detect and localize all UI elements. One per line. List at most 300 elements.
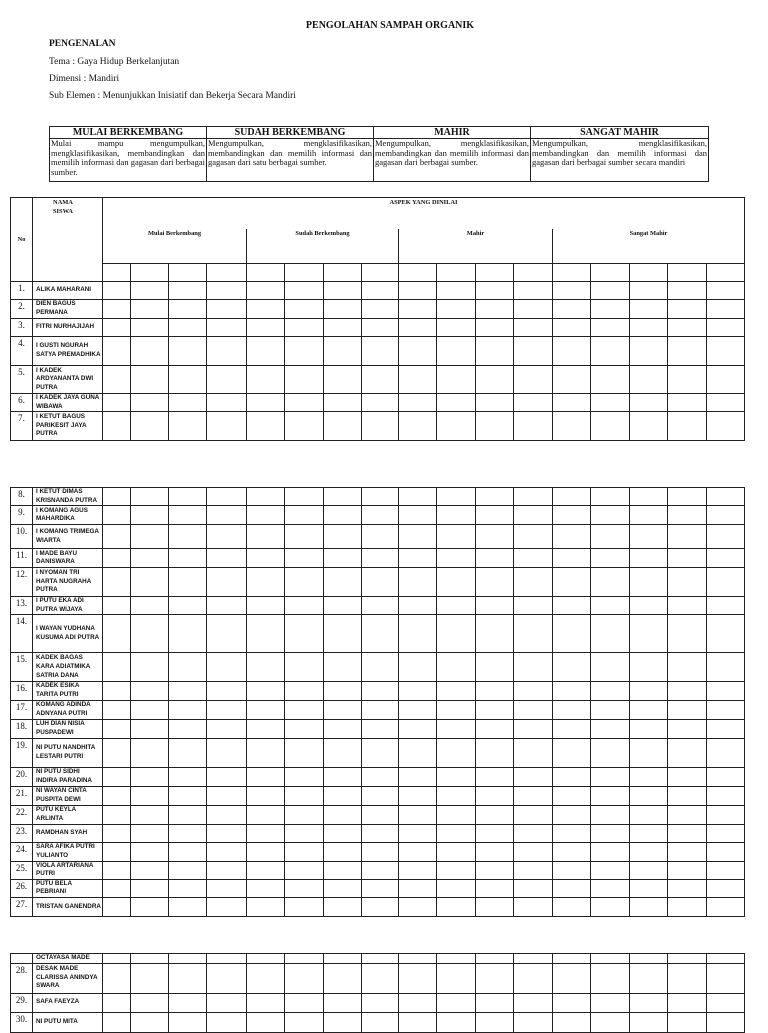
score-cell[interactable] bbox=[247, 993, 285, 1012]
score-cell[interactable] bbox=[362, 366, 399, 394]
score-cell[interactable] bbox=[553, 897, 591, 916]
score-cell[interactable] bbox=[324, 366, 362, 394]
score-cell[interactable] bbox=[169, 394, 207, 412]
score-cell[interactable] bbox=[437, 700, 476, 719]
score-cell[interactable] bbox=[362, 615, 399, 653]
score-cell[interactable] bbox=[324, 842, 362, 861]
score-cell[interactable] bbox=[285, 879, 324, 897]
score-cell[interactable] bbox=[707, 700, 745, 719]
score-cell[interactable] bbox=[707, 300, 745, 319]
score-cell[interactable] bbox=[362, 282, 399, 300]
score-cell[interactable] bbox=[668, 786, 707, 805]
score-cell[interactable] bbox=[399, 861, 437, 879]
score-cell[interactable] bbox=[247, 549, 285, 568]
score-cell[interactable] bbox=[247, 786, 285, 805]
score-cell[interactable] bbox=[553, 282, 591, 300]
score-cell[interactable] bbox=[476, 719, 514, 738]
score-cell[interactable] bbox=[131, 897, 169, 916]
score-cell[interactable] bbox=[103, 682, 131, 700]
score-cell[interactable] bbox=[362, 993, 399, 1012]
score-cell[interactable] bbox=[285, 412, 324, 441]
score-cell[interactable] bbox=[131, 738, 169, 767]
score-cell[interactable] bbox=[591, 506, 630, 525]
score-cell[interactable] bbox=[207, 525, 247, 549]
score-cell[interactable] bbox=[362, 653, 399, 682]
score-cell[interactable] bbox=[476, 506, 514, 525]
score-cell[interactable] bbox=[707, 412, 745, 441]
score-cell[interactable] bbox=[103, 506, 131, 525]
score-cell[interactable] bbox=[668, 824, 707, 842]
score-cell[interactable] bbox=[169, 300, 207, 319]
score-cell[interactable] bbox=[324, 300, 362, 319]
score-cell[interactable] bbox=[169, 786, 207, 805]
score-cell[interactable] bbox=[247, 897, 285, 916]
score-cell[interactable] bbox=[514, 719, 553, 738]
score-cell[interactable] bbox=[247, 615, 285, 653]
score-cell[interactable] bbox=[514, 506, 553, 525]
score-cell[interactable] bbox=[362, 897, 399, 916]
score-cell[interactable] bbox=[591, 682, 630, 700]
score-cell[interactable] bbox=[630, 842, 668, 861]
score-cell[interactable] bbox=[324, 682, 362, 700]
score-cell[interactable] bbox=[169, 805, 207, 824]
score-cell[interactable] bbox=[169, 506, 207, 525]
score-cell[interactable] bbox=[668, 412, 707, 441]
score-cell[interactable] bbox=[553, 767, 591, 786]
score-cell[interactable] bbox=[324, 786, 362, 805]
score-cell[interactable] bbox=[668, 653, 707, 682]
score-cell[interactable] bbox=[476, 337, 514, 366]
score-cell[interactable] bbox=[324, 615, 362, 653]
score-cell[interactable] bbox=[476, 861, 514, 879]
score-cell[interactable] bbox=[103, 786, 131, 805]
score-cell[interactable] bbox=[514, 824, 553, 842]
score-cell[interactable] bbox=[324, 488, 362, 506]
score-cell[interactable] bbox=[707, 366, 745, 394]
score-cell[interactable] bbox=[207, 549, 247, 568]
score-cell[interactable] bbox=[630, 861, 668, 879]
score-cell[interactable] bbox=[131, 337, 169, 366]
score-cell[interactable] bbox=[131, 993, 169, 1012]
score-cell[interactable] bbox=[476, 1012, 514, 1032]
score-cell[interactable] bbox=[591, 963, 630, 993]
score-cell[interactable] bbox=[285, 963, 324, 993]
score-cell[interactable] bbox=[668, 861, 707, 879]
score-cell[interactable] bbox=[707, 282, 745, 300]
score-cell[interactable] bbox=[207, 879, 247, 897]
score-cell[interactable] bbox=[514, 805, 553, 824]
score-cell[interactable] bbox=[285, 597, 324, 615]
score-cell[interactable] bbox=[668, 954, 707, 964]
score-cell[interactable] bbox=[707, 682, 745, 700]
score-cell[interactable] bbox=[247, 300, 285, 319]
score-cell[interactable] bbox=[362, 963, 399, 993]
score-cell[interactable] bbox=[668, 525, 707, 549]
score-cell[interactable] bbox=[668, 879, 707, 897]
score-cell[interactable] bbox=[476, 682, 514, 700]
score-cell[interactable] bbox=[514, 337, 553, 366]
score-cell[interactable] bbox=[131, 366, 169, 394]
score-cell[interactable] bbox=[437, 506, 476, 525]
score-cell[interactable] bbox=[399, 879, 437, 897]
score-cell[interactable] bbox=[437, 549, 476, 568]
score-cell[interactable] bbox=[362, 568, 399, 597]
score-cell[interactable] bbox=[668, 805, 707, 824]
score-cell[interactable] bbox=[285, 337, 324, 366]
score-cell[interactable] bbox=[707, 879, 745, 897]
score-cell[interactable] bbox=[630, 824, 668, 842]
score-cell[interactable] bbox=[668, 615, 707, 653]
score-cell[interactable] bbox=[668, 842, 707, 861]
score-cell[interactable] bbox=[630, 300, 668, 319]
score-cell[interactable] bbox=[131, 488, 169, 506]
score-cell[interactable] bbox=[247, 525, 285, 549]
score-cell[interactable] bbox=[131, 700, 169, 719]
score-cell[interactable] bbox=[207, 963, 247, 993]
score-cell[interactable] bbox=[707, 842, 745, 861]
score-cell[interactable] bbox=[591, 786, 630, 805]
score-cell[interactable] bbox=[207, 842, 247, 861]
score-cell[interactable] bbox=[707, 568, 745, 597]
score-cell[interactable] bbox=[553, 337, 591, 366]
score-cell[interactable] bbox=[103, 366, 131, 394]
score-cell[interactable] bbox=[668, 963, 707, 993]
score-cell[interactable] bbox=[131, 842, 169, 861]
score-cell[interactable] bbox=[553, 786, 591, 805]
score-cell[interactable] bbox=[630, 700, 668, 719]
score-cell[interactable] bbox=[247, 506, 285, 525]
score-cell[interactable] bbox=[399, 488, 437, 506]
score-cell[interactable] bbox=[630, 1012, 668, 1032]
score-cell[interactable] bbox=[103, 700, 131, 719]
score-cell[interactable] bbox=[399, 337, 437, 366]
score-cell[interactable] bbox=[169, 525, 207, 549]
score-cell[interactable] bbox=[437, 786, 476, 805]
score-cell[interactable] bbox=[399, 282, 437, 300]
score-cell[interactable] bbox=[169, 897, 207, 916]
score-cell[interactable] bbox=[514, 682, 553, 700]
score-cell[interactable] bbox=[707, 653, 745, 682]
score-cell[interactable] bbox=[169, 319, 207, 337]
score-cell[interactable] bbox=[553, 488, 591, 506]
score-cell[interactable] bbox=[553, 366, 591, 394]
score-cell[interactable] bbox=[324, 954, 362, 964]
score-cell[interactable] bbox=[207, 366, 247, 394]
score-cell[interactable] bbox=[103, 824, 131, 842]
score-cell[interactable] bbox=[324, 805, 362, 824]
score-cell[interactable] bbox=[131, 805, 169, 824]
score-cell[interactable] bbox=[514, 963, 553, 993]
score-cell[interactable] bbox=[103, 963, 131, 993]
score-cell[interactable] bbox=[630, 954, 668, 964]
score-cell[interactable] bbox=[707, 993, 745, 1012]
score-cell[interactable] bbox=[362, 525, 399, 549]
score-cell[interactable] bbox=[131, 879, 169, 897]
score-cell[interactable] bbox=[103, 842, 131, 861]
score-cell[interactable] bbox=[476, 549, 514, 568]
score-cell[interactable] bbox=[553, 653, 591, 682]
score-cell[interactable] bbox=[207, 506, 247, 525]
score-cell[interactable] bbox=[514, 1012, 553, 1032]
score-cell[interactable] bbox=[169, 682, 207, 700]
score-cell[interactable] bbox=[169, 963, 207, 993]
score-cell[interactable] bbox=[103, 897, 131, 916]
score-cell[interactable] bbox=[103, 300, 131, 319]
score-cell[interactable] bbox=[707, 861, 745, 879]
score-cell[interactable] bbox=[169, 700, 207, 719]
score-cell[interactable] bbox=[399, 682, 437, 700]
score-cell[interactable] bbox=[324, 597, 362, 615]
score-cell[interactable] bbox=[362, 700, 399, 719]
score-cell[interactable] bbox=[131, 963, 169, 993]
score-cell[interactable] bbox=[437, 300, 476, 319]
score-cell[interactable] bbox=[437, 597, 476, 615]
score-cell[interactable] bbox=[437, 1012, 476, 1032]
score-cell[interactable] bbox=[399, 319, 437, 337]
score-cell[interactable] bbox=[399, 786, 437, 805]
score-cell[interactable] bbox=[131, 319, 169, 337]
score-cell[interactable] bbox=[553, 954, 591, 964]
score-cell[interactable] bbox=[131, 412, 169, 441]
score-cell[interactable] bbox=[514, 525, 553, 549]
score-cell[interactable] bbox=[668, 719, 707, 738]
score-cell[interactable] bbox=[399, 615, 437, 653]
score-cell[interactable] bbox=[207, 805, 247, 824]
score-cell[interactable] bbox=[399, 1012, 437, 1032]
score-cell[interactable] bbox=[324, 282, 362, 300]
score-cell[interactable] bbox=[437, 366, 476, 394]
score-cell[interactable] bbox=[362, 682, 399, 700]
score-cell[interactable] bbox=[399, 568, 437, 597]
score-cell[interactable] bbox=[668, 282, 707, 300]
score-cell[interactable] bbox=[103, 767, 131, 786]
score-cell[interactable] bbox=[630, 653, 668, 682]
score-cell[interactable] bbox=[591, 337, 630, 366]
score-cell[interactable] bbox=[207, 824, 247, 842]
score-cell[interactable] bbox=[591, 597, 630, 615]
score-cell[interactable] bbox=[630, 597, 668, 615]
score-cell[interactable] bbox=[630, 319, 668, 337]
score-cell[interactable] bbox=[437, 653, 476, 682]
score-cell[interactable] bbox=[169, 842, 207, 861]
score-cell[interactable] bbox=[437, 897, 476, 916]
score-cell[interactable] bbox=[324, 879, 362, 897]
score-cell[interactable] bbox=[553, 549, 591, 568]
score-cell[interactable] bbox=[285, 549, 324, 568]
score-cell[interactable] bbox=[514, 300, 553, 319]
score-cell[interactable] bbox=[103, 719, 131, 738]
score-cell[interactable] bbox=[285, 568, 324, 597]
score-cell[interactable] bbox=[362, 861, 399, 879]
score-cell[interactable] bbox=[591, 549, 630, 568]
score-cell[interactable] bbox=[103, 319, 131, 337]
score-cell[interactable] bbox=[707, 805, 745, 824]
score-cell[interactable] bbox=[668, 568, 707, 597]
score-cell[interactable] bbox=[285, 319, 324, 337]
score-cell[interactable] bbox=[169, 954, 207, 964]
score-cell[interactable] bbox=[103, 738, 131, 767]
score-cell[interactable] bbox=[514, 412, 553, 441]
score-cell[interactable] bbox=[207, 615, 247, 653]
score-cell[interactable] bbox=[362, 319, 399, 337]
score-cell[interactable] bbox=[668, 897, 707, 916]
score-cell[interactable] bbox=[630, 488, 668, 506]
score-cell[interactable] bbox=[131, 861, 169, 879]
score-cell[interactable] bbox=[285, 767, 324, 786]
score-cell[interactable] bbox=[514, 879, 553, 897]
score-cell[interactable] bbox=[553, 993, 591, 1012]
score-cell[interactable] bbox=[476, 282, 514, 300]
score-cell[interactable] bbox=[399, 549, 437, 568]
score-cell[interactable] bbox=[553, 525, 591, 549]
score-cell[interactable] bbox=[131, 300, 169, 319]
score-cell[interactable] bbox=[476, 488, 514, 506]
score-cell[interactable] bbox=[247, 963, 285, 993]
score-cell[interactable] bbox=[668, 1012, 707, 1032]
score-cell[interactable] bbox=[630, 366, 668, 394]
score-cell[interactable] bbox=[399, 993, 437, 1012]
score-cell[interactable] bbox=[247, 319, 285, 337]
score-cell[interactable] bbox=[476, 653, 514, 682]
score-cell[interactable] bbox=[207, 568, 247, 597]
score-cell[interactable] bbox=[169, 861, 207, 879]
score-cell[interactable] bbox=[630, 767, 668, 786]
score-cell[interactable] bbox=[207, 300, 247, 319]
score-cell[interactable] bbox=[207, 319, 247, 337]
score-cell[interactable] bbox=[103, 861, 131, 879]
score-cell[interactable] bbox=[103, 412, 131, 441]
score-cell[interactable] bbox=[285, 525, 324, 549]
score-cell[interactable] bbox=[362, 786, 399, 805]
score-cell[interactable] bbox=[707, 786, 745, 805]
score-cell[interactable] bbox=[247, 488, 285, 506]
score-cell[interactable] bbox=[103, 568, 131, 597]
score-cell[interactable] bbox=[591, 525, 630, 549]
score-cell[interactable] bbox=[324, 824, 362, 842]
score-cell[interactable] bbox=[285, 786, 324, 805]
score-cell[interactable] bbox=[399, 954, 437, 964]
score-cell[interactable] bbox=[362, 337, 399, 366]
score-cell[interactable] bbox=[553, 719, 591, 738]
score-cell[interactable] bbox=[207, 337, 247, 366]
score-cell[interactable] bbox=[514, 282, 553, 300]
score-cell[interactable] bbox=[707, 719, 745, 738]
score-cell[interactable] bbox=[437, 615, 476, 653]
score-cell[interactable] bbox=[285, 488, 324, 506]
score-cell[interactable] bbox=[285, 366, 324, 394]
score-cell[interactable] bbox=[131, 1012, 169, 1032]
score-cell[interactable] bbox=[247, 282, 285, 300]
score-cell[interactable] bbox=[437, 767, 476, 786]
score-cell[interactable] bbox=[707, 525, 745, 549]
score-cell[interactable] bbox=[437, 394, 476, 412]
score-cell[interactable] bbox=[362, 719, 399, 738]
score-cell[interactable] bbox=[399, 366, 437, 394]
score-cell[interactable] bbox=[707, 767, 745, 786]
score-cell[interactable] bbox=[247, 738, 285, 767]
score-cell[interactable] bbox=[362, 824, 399, 842]
score-cell[interactable] bbox=[553, 861, 591, 879]
score-cell[interactable] bbox=[591, 719, 630, 738]
score-cell[interactable] bbox=[630, 412, 668, 441]
score-cell[interactable] bbox=[399, 897, 437, 916]
score-cell[interactable] bbox=[514, 861, 553, 879]
score-cell[interactable] bbox=[169, 767, 207, 786]
score-cell[interactable] bbox=[591, 394, 630, 412]
score-cell[interactable] bbox=[437, 525, 476, 549]
score-cell[interactable] bbox=[591, 824, 630, 842]
score-cell[interactable] bbox=[362, 954, 399, 964]
score-cell[interactable] bbox=[476, 300, 514, 319]
score-cell[interactable] bbox=[131, 615, 169, 653]
score-cell[interactable] bbox=[514, 786, 553, 805]
score-cell[interactable] bbox=[324, 568, 362, 597]
score-cell[interactable] bbox=[707, 963, 745, 993]
score-cell[interactable] bbox=[591, 282, 630, 300]
score-cell[interactable] bbox=[553, 963, 591, 993]
score-cell[interactable] bbox=[169, 879, 207, 897]
score-cell[interactable] bbox=[514, 897, 553, 916]
score-cell[interactable] bbox=[207, 954, 247, 964]
score-cell[interactable] bbox=[131, 394, 169, 412]
score-cell[interactable] bbox=[285, 993, 324, 1012]
score-cell[interactable] bbox=[476, 993, 514, 1012]
score-cell[interactable] bbox=[476, 805, 514, 824]
score-cell[interactable] bbox=[399, 719, 437, 738]
score-cell[interactable] bbox=[514, 842, 553, 861]
score-cell[interactable] bbox=[476, 525, 514, 549]
score-cell[interactable] bbox=[707, 549, 745, 568]
score-cell[interactable] bbox=[514, 767, 553, 786]
score-cell[interactable] bbox=[668, 337, 707, 366]
score-cell[interactable] bbox=[476, 568, 514, 597]
score-cell[interactable] bbox=[437, 682, 476, 700]
score-cell[interactable] bbox=[247, 700, 285, 719]
score-cell[interactable] bbox=[103, 394, 131, 412]
score-cell[interactable] bbox=[591, 861, 630, 879]
score-cell[interactable] bbox=[553, 300, 591, 319]
score-cell[interactable] bbox=[630, 615, 668, 653]
score-cell[interactable] bbox=[668, 300, 707, 319]
score-cell[interactable] bbox=[324, 319, 362, 337]
score-cell[interactable] bbox=[514, 653, 553, 682]
score-cell[interactable] bbox=[553, 568, 591, 597]
score-cell[interactable] bbox=[591, 488, 630, 506]
score-cell[interactable] bbox=[285, 653, 324, 682]
score-cell[interactable] bbox=[169, 653, 207, 682]
score-cell[interactable] bbox=[247, 597, 285, 615]
score-cell[interactable] bbox=[437, 282, 476, 300]
score-cell[interactable] bbox=[285, 954, 324, 964]
score-cell[interactable] bbox=[591, 1012, 630, 1032]
score-cell[interactable] bbox=[437, 842, 476, 861]
score-cell[interactable] bbox=[324, 897, 362, 916]
score-cell[interactable] bbox=[131, 719, 169, 738]
score-cell[interactable] bbox=[169, 738, 207, 767]
score-cell[interactable] bbox=[668, 319, 707, 337]
score-cell[interactable] bbox=[285, 1012, 324, 1032]
score-cell[interactable] bbox=[630, 719, 668, 738]
score-cell[interactable] bbox=[553, 682, 591, 700]
score-cell[interactable] bbox=[476, 394, 514, 412]
score-cell[interactable] bbox=[247, 568, 285, 597]
score-cell[interactable] bbox=[476, 954, 514, 964]
score-cell[interactable] bbox=[591, 879, 630, 897]
score-cell[interactable] bbox=[207, 719, 247, 738]
score-cell[interactable] bbox=[207, 394, 247, 412]
score-cell[interactable] bbox=[207, 488, 247, 506]
score-cell[interactable] bbox=[247, 1012, 285, 1032]
